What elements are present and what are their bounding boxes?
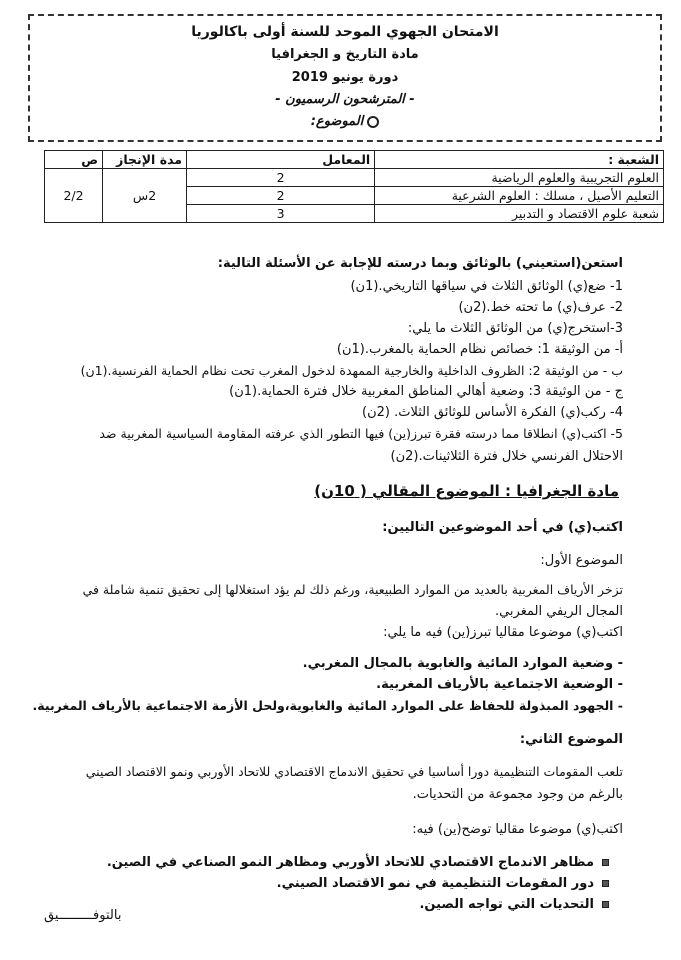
topic1-paragraph-line1: تزخر الأرياف المغربية بالعديد من الموارد الطبيعية، ورغم ذلك لم يؤد استغلالها إلى تحقيق تنمية شاملة في [82, 582, 623, 597]
session-title: دورة يونيو 2019 [291, 70, 399, 85]
exam-title: الامتحان الجهوي الموحد للسنة أولى باكالوريا [191, 24, 499, 40]
topic2-title: الموضوع الثاني: [519, 732, 623, 747]
topic2-item-row [277, 876, 609, 891]
page-cell: 2/2 [45, 169, 103, 223]
topic2-paragraph-line2: بالرغم من وجود مجموعة من التحديات. [412, 787, 623, 802]
topic2-paragraph-line1: تلعب المقومات التنظيمية دورا أساسيا في تحقيق الاندماج الاقتصادي للاتحاد الأوربي ونمو الاقتصاد الصيني [85, 764, 623, 779]
closing-text: بالتوفـــــــــيق [44, 908, 122, 923]
table-header-row [45, 151, 664, 169]
bullet-icon [602, 880, 609, 887]
history-intro: استعن(استعيني) بالوثائق وبما درسته للإجابة عن الأسئلة التالية: [217, 256, 623, 271]
question-3: 3-استخرج(ي) من الوثائق الثلاث ما يلي: [407, 321, 623, 336]
bullet-icon [602, 901, 609, 908]
topic1-item: - الجهود المبذولة للحفاظ على الموارد المائية والغابوية،ولحل الأزمة الاجتماعية بالأرياف المغربية. [32, 698, 623, 713]
exam-info-table [44, 150, 664, 223]
branch-header: الشعبة : [375, 151, 664, 169]
table-row [45, 169, 664, 187]
duration-cell: 2س [103, 169, 187, 223]
topic1-prompt: اكتب(ي) موضوعا مقاليا تبرز(ين) فيه ما يلي: [383, 625, 623, 640]
question-3a: أ- من الوثيقة 1: خصائص نظام الحماية بالمغرب.(1ن) [336, 342, 623, 357]
coef-cell: 3 [187, 205, 375, 223]
question-4: 4- ركب(ي) الفكرة الأساس للوثائق الثلاث. (2ن) [362, 405, 623, 420]
topic1-paragraph-line2: المجال الريفي المغربي. [494, 604, 623, 619]
topic2-item-row [107, 855, 609, 870]
topic1-title: الموضوع الأول: [540, 553, 623, 568]
topic-label-row [30, 114, 660, 129]
topic-label: الموضوع: [310, 114, 364, 129]
question-2: 2- عرف(ي) ما تحته خط.(2ن) [458, 300, 623, 315]
question-1: 1- ضع(ي) الوثائق الثلاث في سياقها التاريخي.(1ن) [350, 279, 623, 294]
topic2-item: دور المقومات التنظيمية في نمو الاقتصاد الصيني. [276, 876, 594, 891]
page-header: ص [45, 151, 103, 169]
geography-title: مادة الجغرافيا : الموضوع المقالي ( 10ن) [314, 482, 619, 500]
branch-cell: شعبة علوم الاقتصاد و التدبير [375, 205, 664, 223]
question-5-line2: الاحتلال الفرنسي خلال فترة الثلاثينات.(2ن) [390, 449, 623, 464]
topic2-item: التحديات التي تواجه الصين. [419, 897, 594, 912]
coef-cell: 2 [187, 187, 375, 205]
bullet-icon [602, 859, 609, 866]
branch-cell: التعليم الأصيل ، مسلك : العلوم الشرعية [375, 187, 664, 205]
question-3b: ب - من الوثيقة 2: الظروف الداخلية والخارجية الممهدة لدخول المغرب تحت نظام الحماية الفرنسية.(1ن) [80, 363, 623, 378]
topic2-prompt: اكتب(ي) موضوعا مقاليا توضح(ين) فيه: [412, 822, 623, 837]
topic1-item: - وضعية الموارد المائية والغابوية بالمجال المغربي. [302, 656, 623, 671]
topic2-item-row [419, 897, 609, 912]
branch-cell: العلوم التجريبية والعلوم الرياضية [375, 169, 664, 187]
candidates-label: - المترشحون الرسميون - [275, 92, 415, 107]
question-5-line1: 5- اكتب(ي) انطلاقا مما درسته فقرة تبرز(ين) فيها التطور الذي عرفته المقاومة السياسية المغربية ضد [99, 426, 623, 441]
ornament-icon [367, 116, 379, 128]
coef-header: المعامل [187, 151, 375, 169]
coef-cell: 2 [187, 169, 375, 187]
subject-title: مادة التاريخ و الجغرافيا [271, 47, 419, 62]
topic2-item: مظاهر الاندماج الاقتصادي للاتحاد الأوربي ومظاهر النمو الصناعي في الصين. [106, 855, 594, 870]
header-box [28, 14, 662, 142]
question-3c: ج - من الوثيقة 3: وضعية أهالي المناطق المغربية خلال فترة الحماية.(1ن) [229, 384, 623, 399]
topic1-item: - الوضعية الاجتماعية بالأرياف المغربية. [376, 677, 623, 692]
duration-header: مدة الإنجاز [103, 151, 187, 169]
geography-instruction: اكتب(ي) في أحد الموضوعين التاليين: [382, 520, 623, 535]
